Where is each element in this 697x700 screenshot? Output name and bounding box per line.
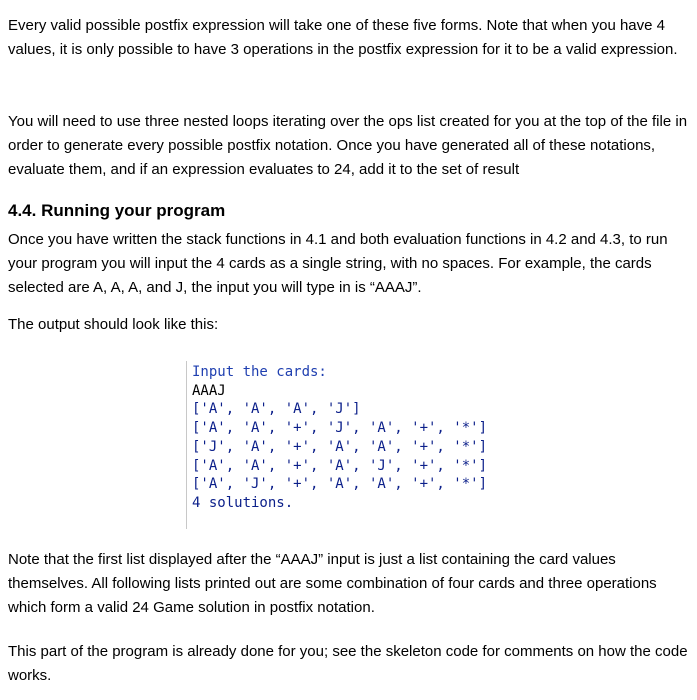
skeleton-paragraph: This part of the program is already done for you; see the skeleton code for comments on how the code works. (8, 643, 688, 684)
console-prompt: Input the cards: (192, 364, 327, 380)
console-line: ['J', 'A', '+', 'A', 'A', '+', '*'] (192, 438, 488, 455)
console-solutions-count: 4 solutions. (192, 494, 294, 511)
console-output (186, 361, 532, 529)
running-paragraph: Once you have written the stack functions in 4.1 and both evaluation functions in 4.2 and 4.3, to run your program you will input the 4 cards as a single string, with no spaces. For example, the cards selected are A, A, A, and J, the input you will type in is “AAAJ”. (8, 231, 668, 296)
intro-paragraph: Every valid possible postfix expression will take one of these five forms. Note that when you have 4 values, it is only possible to have 3 operations in the postfix expression for it to be a valid expression. (8, 17, 678, 58)
console-line: ['A', 'A', '+', 'A', 'J', '+', '*'] (192, 457, 488, 474)
note-paragraph: Note that the first list displayed after the “AAAJ” input is just a list containing the card values themselves. All following lists printed out are some combination of four cards and three operations which form a valid 24 Game solution in postfix notation. (8, 551, 657, 616)
console-input: AAAJ (192, 382, 226, 399)
console-line: ['A', 'J', '+', 'A', 'A', '+', '*'] (192, 476, 488, 493)
console-line: ['A', 'A', '+', 'J', 'A', '+', '*'] (192, 420, 488, 437)
output-intro-paragraph: The output should look like this: (8, 316, 219, 333)
console-line: ['A', 'A', 'A', 'J'] (192, 401, 361, 418)
section-heading: 4.4. Running your program (8, 201, 226, 220)
nested-loops-paragraph: You will need to use three nested loops iterating over the ops list created for you at the top of the file in order to generate every possible postfix notation. Once you have generated all of these notations, evaluate them, and if an expression evaluates to 24, add it to the set of result (8, 113, 688, 178)
